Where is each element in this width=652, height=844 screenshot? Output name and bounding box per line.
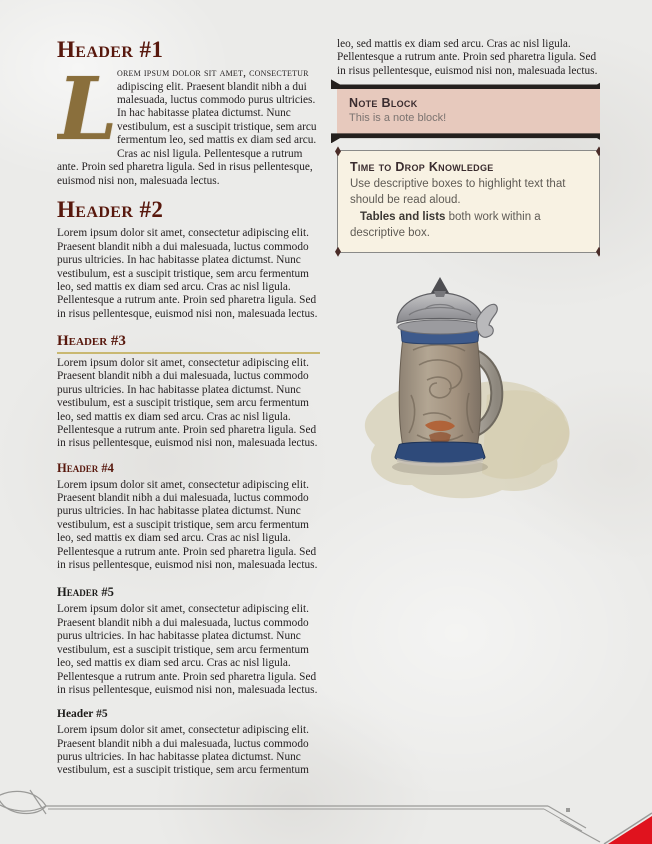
header-5: Header #5 (57, 584, 114, 599)
header-1: Header #1 (57, 38, 164, 62)
descriptive-box-line1: Use descriptive boxes to highlight text that should be read aloud. (350, 178, 566, 207)
page-corner-ribbon (604, 813, 652, 844)
paragraph-dropcap (57, 59, 320, 188)
header-2: Header #2 (57, 197, 164, 223)
paragraph: Lorem ipsum dolor sit amet, consectetur adipiscing elit. Praesent blandit nibh a dui malesuada, luctus commodo purus ultricies. In hac habitasse platea dictumst. Nunc vestibulum, est a suscipit tristique, sem arcu fermentum leo, sed mattis ex diam sed arcu. Cras ac nisl ligula. Pellentesque a rutrum ante. Proin sed pharetra ligula. Sed in risus pellentesque, euismod nisi non, malesuada lectus. (57, 478, 318, 572)
stein-finial (431, 277, 449, 293)
header-3: Header #3 (57, 333, 320, 354)
two-column-layout (57, 38, 600, 804)
footer-flourish-icon (0, 790, 46, 814)
corner-diamond-icon (596, 247, 600, 257)
small-caps-lead-text: orem ipsum dolor sit amet, consectetur (117, 67, 309, 80)
footer-rule (46, 806, 600, 842)
corner-diamond-icon (335, 247, 341, 257)
continuation-paragraph: leo, sed mattis ex diam sed arcu. Cras ac nisl ligula. Pellentesque a rutrum ante. Proin sed pharetra ligula. Sed in risus pellentesque, euismod nisi non, malesuada lectus. (337, 38, 598, 77)
descriptive-box (337, 150, 600, 252)
paragraph: Lorem ipsum dolor sit amet, consectetur adipiscing elit. Praesent blandit nibh a dui malesuada, luctus commodo purus ultricies. In hac habitasse platea dictumst. Nunc vestibulum, est a suscipit tristique, sem arcu fermentum leo, sed mattis ex diam sed arcu. Cras ac nisl ligula. Pellentesque a rutrum ante. Proin sed pharetra ligula. Sed in risus pellentesque, euismod nisi non, malesuada lectus. (57, 356, 318, 450)
descriptive-box-title: Time to Drop Knowledge (350, 160, 494, 175)
note-top-border-decoration (331, 79, 600, 89)
paragraph-truncated: Lorem ipsum dolor sit amet, consectetur adipiscing elit. Praesent blandit nibh a dui malesuada, luctus commodo purus ultricies. In hac habitasse platea dictumst. Nunc vestibulum, est a suscipit tristique, sem arcu fermentum (57, 724, 309, 777)
left-column (57, 38, 320, 804)
paragraph-rest-text: adipiscing elit. Praesent blandit nibh a dui malesuada, luctus commodo purus ultricies. In hac habitasse platea dictumst. Nunc vestibulum, est a suscipit tristique, sem arcu fermentum leo, sed mattis ex diam sed arcu. Cras ac nisl ligula. Pellentesque a rutrum ante. Proin sed pharetra ligula. Sed in risus pellentesque, euismod nisi non, malesuada lectus. (57, 80, 317, 187)
note-block-title: Note Block (349, 96, 418, 111)
descriptive-box-line2 (350, 209, 587, 241)
descriptive-box-bold-lead: Tables and lists (360, 210, 446, 223)
stein-thumb-lever (477, 304, 498, 337)
note-block-body: This is a note block! (349, 112, 447, 125)
drop-cap-letter: L (57, 59, 118, 161)
paragraph: Lorem ipsum dolor sit amet, consectetur adipiscing elit. Praesent blandit nibh a dui malesuada, luctus commodo purus ultricies. In hac habitasse platea dictumst. Nunc vestibulum, est a suscipit tristique, sem arcu fermentum leo, sed mattis ex diam sed arcu. Cras ac nisl ligula. Pellentesque a rutrum ante. Proin sed pharetra ligula. Sed in risus pellentesque, euismod nisi non, malesuada lectus. (57, 603, 318, 697)
header-4: Header #4 (57, 460, 114, 475)
footer-square-accent (566, 808, 570, 812)
header-6: Header #5 (57, 708, 108, 721)
stein-base (395, 442, 485, 463)
corner-diamond-icon (596, 146, 600, 156)
beer-stein-svg (337, 275, 600, 525)
page-footer-decoration (0, 782, 652, 844)
right-column (337, 38, 600, 804)
beer-stein-illustration (337, 275, 600, 525)
descriptive-box-line2-rest: both work within a descriptive box. (350, 210, 541, 239)
corner-diamond-icon (335, 146, 341, 156)
paragraph: Lorem ipsum dolor sit amet, consectetur adipiscing elit. Praesent blandit nibh a dui malesuada, luctus commodo purus ultricies. In hac habitasse platea dictumst. Nunc vestibulum, est a suscipit tristique, sem arcu fermentum leo, sed mattis ex diam sed arcu. Cras ac nisl ligula. Pellentesque a rutrum ante. Proin sed pharetra ligula. Sed in risus pellentesque, euismod nisi non, malesuada lectus. (57, 227, 318, 320)
note-block (337, 88, 600, 134)
note-bottom-border-decoration (331, 133, 600, 143)
